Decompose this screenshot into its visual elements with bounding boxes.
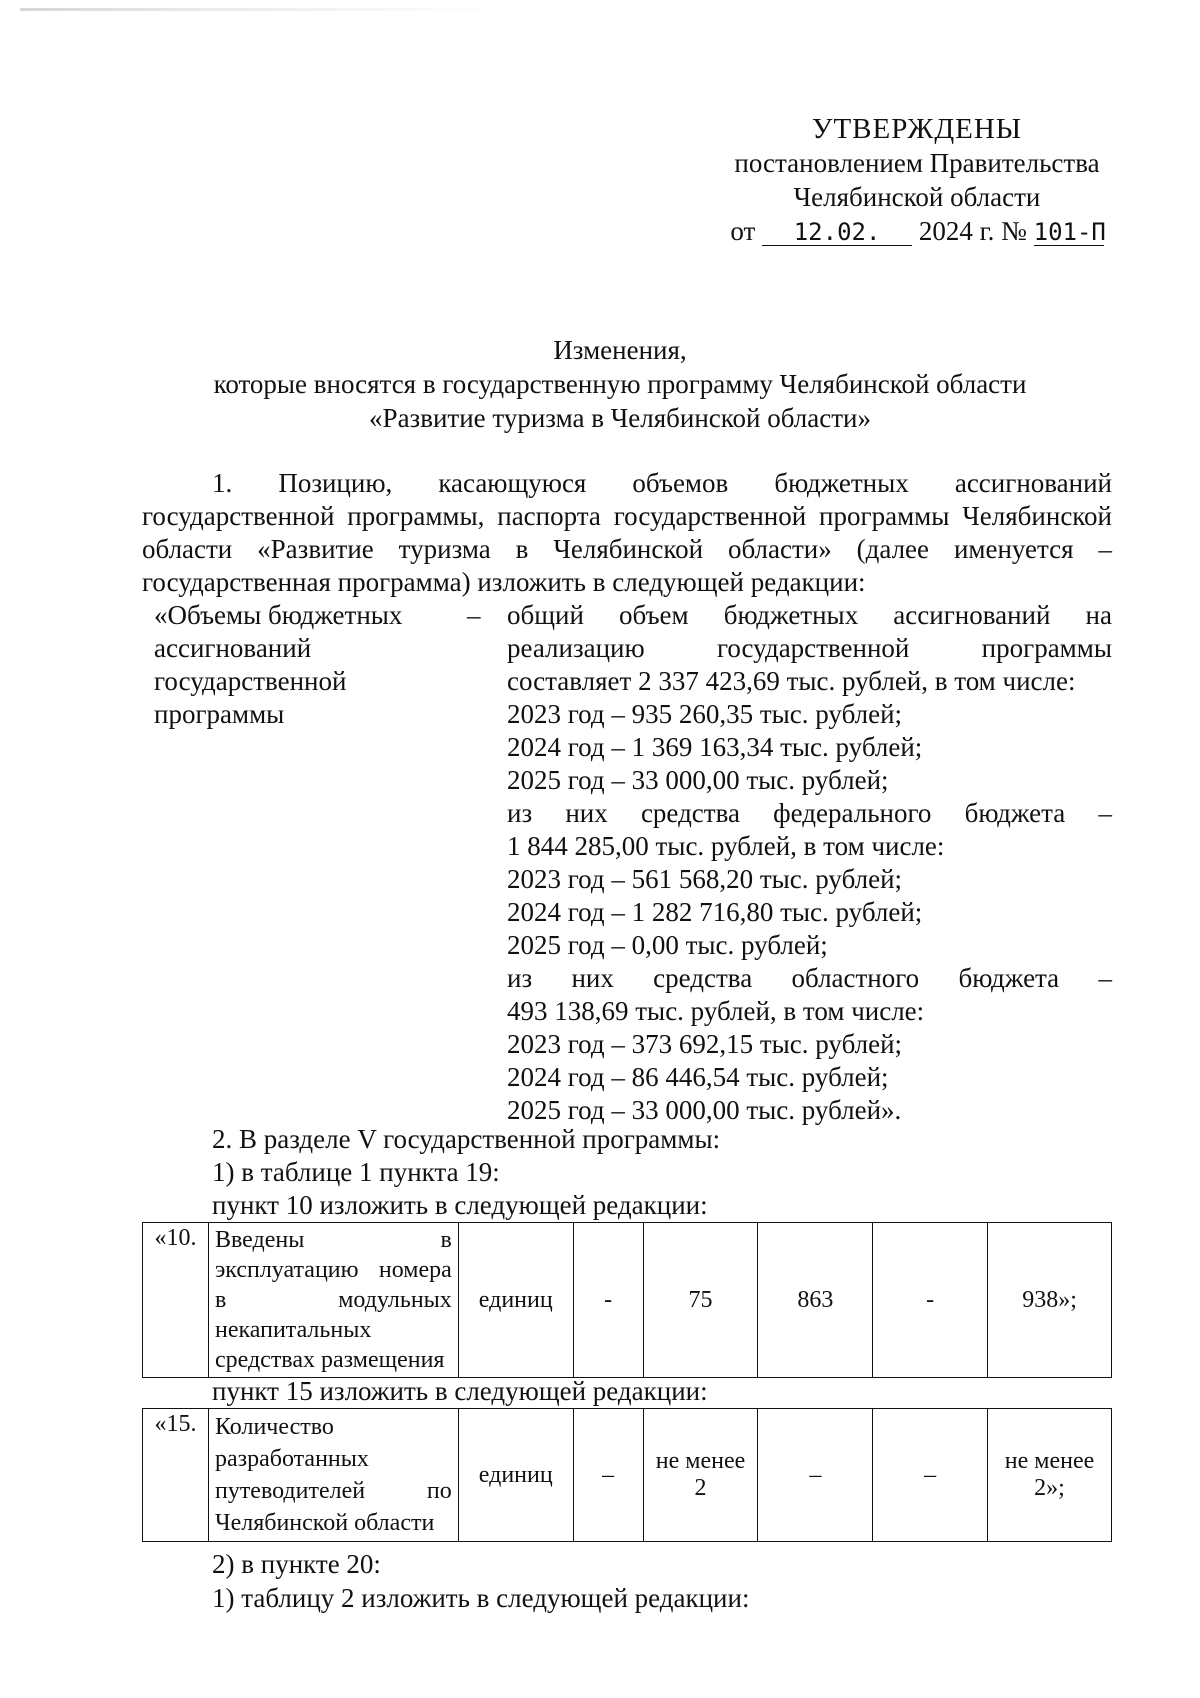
section-2-heading: 2. В разделе V государственной программы: bbox=[212, 1124, 721, 1154]
row-cell: – bbox=[758, 1409, 873, 1542]
row-cell: - bbox=[573, 1223, 643, 1378]
table-point-10 bbox=[142, 1222, 1112, 1378]
row-number: «15. bbox=[143, 1409, 209, 1542]
row-cell bbox=[643, 1409, 758, 1542]
passport-right-line: 2024 год – 86 446,54 тыс. рублей; bbox=[507, 1062, 889, 1092]
section-2-point-15: пункт 15 изложить в следующей редакции: bbox=[212, 1376, 708, 1406]
passport-left-line: государственной bbox=[154, 666, 347, 696]
approval-line-1: постановлением Правительства bbox=[734, 148, 1100, 178]
passport-left-line: программы bbox=[154, 699, 285, 729]
passport-right-line: реализацию государственной программы bbox=[507, 633, 1112, 663]
scan-artifact bbox=[20, 8, 500, 11]
row-cell: - bbox=[873, 1223, 988, 1378]
approval-heading: УТВЕРЖДЕНЫ bbox=[811, 113, 1023, 145]
row-cell: 863 bbox=[758, 1223, 873, 1378]
passport-right-line: 2023 год – 561 568,20 тыс. рублей; bbox=[507, 864, 903, 894]
section-2-point-10: пункт 10 изложить в следующей редакции: bbox=[212, 1190, 708, 1220]
section-2-sub-2: 2) в пункте 20: bbox=[212, 1549, 381, 1579]
row-indicator-name bbox=[208, 1223, 458, 1378]
row-cell bbox=[988, 1409, 1112, 1542]
title-line-3: «Развитие туризма в Челябинской области» bbox=[369, 403, 871, 433]
row-number: «10. bbox=[143, 1223, 209, 1378]
row-unit: единиц bbox=[458, 1409, 573, 1542]
row-cell: – bbox=[573, 1409, 643, 1542]
name-line: разработанных bbox=[214, 1446, 369, 1472]
passport-right bbox=[507, 599, 1112, 1127]
passport-right-line: 2024 год – 1 282 716,80 тыс. рублей; bbox=[507, 897, 923, 927]
document-title bbox=[130, 333, 1110, 435]
cell-line: 2»; bbox=[1034, 1475, 1065, 1501]
passport-dash: – bbox=[467, 600, 481, 630]
section-2-table-2: 1) таблицу 2 изложить в следующей редакции: bbox=[212, 1583, 750, 1613]
passport-right-line: 493 138,69 тыс. рублей, в том числе: bbox=[507, 996, 925, 1026]
handwritten-date: 12.02. bbox=[762, 219, 912, 246]
handwritten-number: 101-П bbox=[1033, 218, 1106, 246]
name-line: в модульных bbox=[214, 1287, 452, 1313]
row-cell: 75 bbox=[643, 1223, 758, 1378]
cell-line: 2 bbox=[694, 1475, 707, 1501]
approval-date-line bbox=[722, 214, 1112, 248]
row-cell: 938»; bbox=[988, 1223, 1112, 1378]
passport-right-line: 2025 год – 0,00 тыс. рублей; bbox=[507, 930, 828, 960]
approval-block bbox=[722, 112, 1112, 248]
row-cell: – bbox=[873, 1409, 988, 1542]
cell-line: не менее bbox=[655, 1448, 746, 1474]
row-unit: единиц bbox=[458, 1223, 573, 1378]
item-1-paragraph: 1. Позицию, касающуюся объемов бюджетных ассигнований государственной программы, паспорта государственной программы Челябинской области «Развитие туризма в Челябинской области» (далее именуется – государственная программа) изложить в следующей редакции: bbox=[142, 468, 1112, 597]
row-indicator-name bbox=[208, 1409, 458, 1542]
table-row bbox=[143, 1223, 1112, 1378]
passport-right-line: 2025 год – 33 000,00 тыс. рублей; bbox=[507, 765, 889, 795]
name-line: Челябинской области bbox=[214, 1510, 435, 1536]
table-point-15 bbox=[142, 1408, 1112, 1542]
passport-right-line: 2024 год – 1 369 163,34 тыс. рублей; bbox=[507, 732, 923, 762]
approval-line-2: Челябинской области bbox=[793, 182, 1041, 212]
name-line: средствах размещения bbox=[214, 1347, 445, 1373]
date-prefix: от bbox=[730, 216, 756, 246]
year-text: 2024 г. № bbox=[918, 216, 1027, 246]
name-line: эксплуатацию номера bbox=[214, 1257, 452, 1283]
passport-left-line: ассигнований bbox=[154, 633, 312, 663]
passport-right-line: 2023 год – 373 692,15 тыс. рублей; bbox=[507, 1029, 903, 1059]
passport-right-line: из них средства областного бюджета – bbox=[507, 963, 1112, 993]
passport-right-line: 2025 год – 33 000,00 тыс. рублей». bbox=[507, 1095, 902, 1125]
title-line-2: которые вносятся в государственную программу Челябинской области bbox=[213, 369, 1027, 399]
name-line: путеводителей по bbox=[214, 1478, 452, 1504]
name-line: некапитальных bbox=[214, 1317, 372, 1343]
passport-right-line: 2023 год – 935 260,35 тыс. рублей; bbox=[507, 699, 903, 729]
section-2-sub-1: 1) в таблице 1 пункта 19: bbox=[212, 1157, 500, 1187]
title-line-1: Изменения, bbox=[553, 335, 687, 365]
passport-right-line: из них средства федерального бюджета – bbox=[507, 798, 1112, 828]
passport-left-line: «Объемы бюджетных bbox=[154, 600, 403, 630]
table-row bbox=[143, 1409, 1112, 1542]
passport-right-line: 1 844 285,00 тыс. рублей, в том числе: bbox=[507, 831, 945, 861]
name-line: Количество bbox=[214, 1414, 334, 1440]
passport-right-line: общий объем бюджетных ассигнований на bbox=[507, 600, 1112, 630]
passport-right-line: составляет 2 337 423,69 тыс. рублей, в том числе: bbox=[507, 666, 1076, 696]
cell-line: не менее bbox=[1004, 1448, 1095, 1474]
passport-left bbox=[154, 599, 454, 731]
name-line: Введены в bbox=[214, 1227, 452, 1253]
